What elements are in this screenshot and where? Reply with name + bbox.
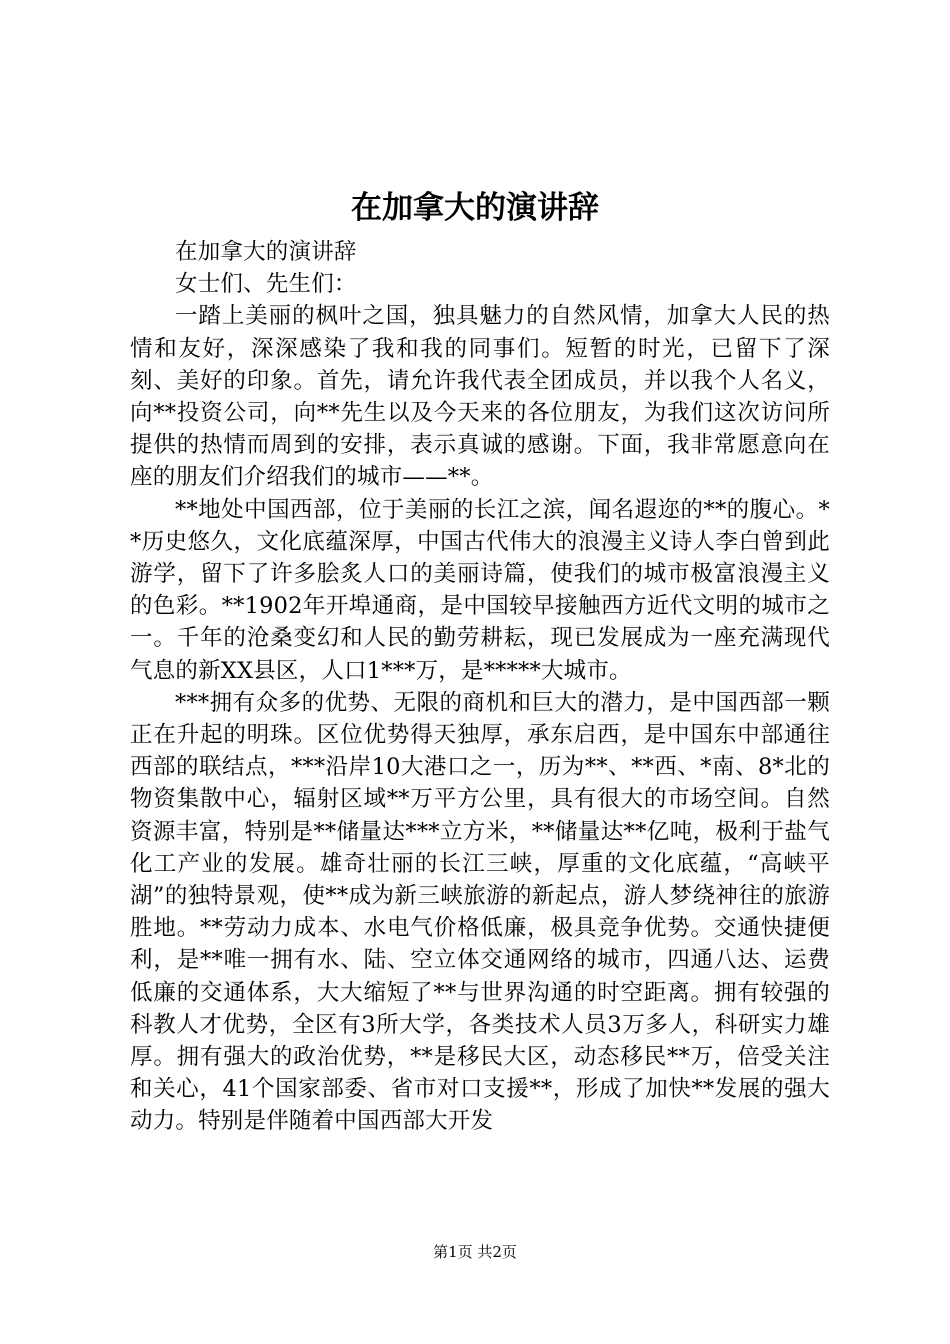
document-title: 在加拿大的演讲辞	[351, 190, 599, 226]
document-body	[130, 236, 830, 1138]
paragraph-intro: 一踏上美丽的枫叶之国，独具魅力的自然风情，加拿大人民的热情和友好，深深感染了我和我的同事们。短暂的时光，已留下了深刻、美好的印象。首先，请允许我代表全团成员，并以我个人名义，向**投资公司，向**先生以及今天来的各位朋友，为我们这次访问所提供的热情而周到的安排，表示真诚的感谢。下面，我非常愿意向在座的朋友们介绍我们的城市——**。	[130, 303, 830, 491]
subtitle-line: 在加拿大的演讲辞	[175, 239, 357, 265]
paragraph-advantages: ***拥有众多的优势、无限的商机和巨大的潜力，是中国西部一颗正在升起的明珠。区位优势得天独厚，承东启西，是中国东中部通往西部的联结点，***沿岸10大港口之一，历为**、**西、*南、8*北的物资集散中心，辐射区域**万平方公里，具有很大的市场空间。自然资源丰富，特别是**储量达***立方米，**储量达**亿吨，极利于盐气化工产业的发展。雄奇壮丽的长江三峡，厚重的文化底蕴，“高峡平湖”的独特景观，使**成为新三峡旅游的新起点，游人梦绕神往的旅游胜地。**劳动力成本、水电气价格低廉，极具竞争优势。交通快捷便利，是**唯一拥有水、陆、空立体交通网络的城市，四通八达、运费低廉的交通体系，大大缩短了**与世界沟通的时空距离。拥有较强的科教人才优势，全区有3所大学，各类技术人员3万多人，科研实力雄厚。拥有强大的政治优势，**是移民大区，动态移民**万，倍受关注和关心，41个国家部委、省市对口支援**，形成了加快**发展的强大动力。特别是伴随着中国西部大开发	[130, 689, 830, 1135]
page-number-footer: 第1页 共2页	[433, 1243, 517, 1261]
salutation: 女士们、先生们：	[175, 271, 357, 298]
paragraph-city-history: **地处中国西部，位于美丽的长江之滨，闻名遐迩的**的腹心。**历史悠久，文化底蕴深厚，中国古代伟大的浪漫主义诗人李白曾到此游学，留下了许多脍炙人口的美丽诗篇，使我们的城市极富浪漫主义的色彩。**1902年开埠通商，是中国较早接触西方近代文明的城市之一。千年的沧桑变幻和人民的勤劳耕耘，现已发展成为一座充满现代气息的新XX县区，人口1***万，是*****大城市。	[130, 496, 830, 684]
